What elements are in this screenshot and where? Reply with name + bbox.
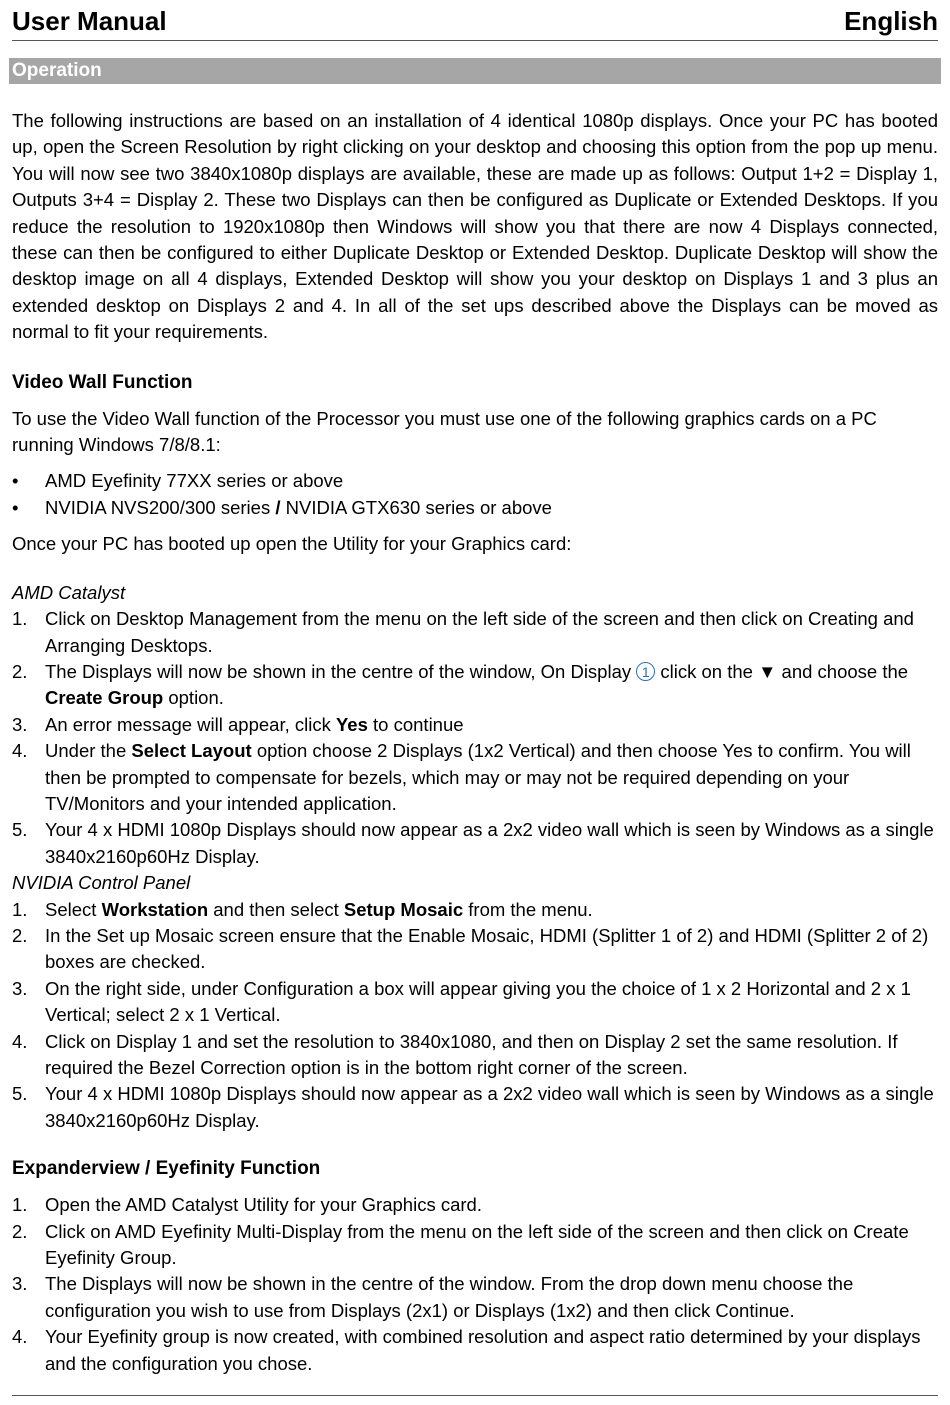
header-language: English [844, 6, 938, 36]
step-number: 2. [12, 1220, 28, 1242]
header-title: User Manual [12, 6, 167, 36]
step-bold-text: Setup Mosaic [343, 898, 464, 920]
eyefinity-steps-list [12, 1192, 938, 1377]
list-item [12, 495, 938, 521]
step-bold-text: Select Layout [131, 740, 252, 762]
page-header [12, 0, 938, 41]
document-body [12, 108, 938, 1377]
step-text: Under the [45, 740, 132, 762]
step-text: In the Set up Mosaic screen ensure that the Enable Mosaic, HDMI (Splitter 1 of 2) and HDMI (Splitter 2 of 2) boxes are checked. [45, 924, 929, 973]
list-item [12, 1081, 938, 1134]
list-item [12, 976, 938, 1029]
step-number: 4. [12, 1326, 28, 1348]
list-item [12, 1324, 938, 1377]
graphics-card-list [12, 468, 938, 521]
step-text: Your 4 x HDMI 1080p Displays should now appear as a 2x2 video wall which is seen by Windows as a single 3840x2160p60Hz Display. [45, 1083, 934, 1131]
nvidia-steps-list [12, 897, 938, 1135]
intro-paragraph: The following instructions are based on an installation of 4 identical 1080p displays. Once your PC has booted up, open the Screen Resolution by right clicking on your desktop and choosing this option from the pop up menu. You will now see two 3840x1080p displays are available, these are made up as follows: Output 1+2 = Display 1, Outputs 3+4 = Display 2. These two Displays can then be configured as Duplicate or Extended Desktops. If you reduce the resolution to 1920x1080p then Windows will show you that there are now 4 Displays connected, these can then be configured to either Duplicate Desktop or Extended Desktop. Duplicate Desktop will show the desktop image on all 4 displays, Extended Desktop will show you your desktop on Displays 1 and 3 plus an extended desktop on Displays 2 and 4. In all of the set ups described above the Displays can be moved as normal to fit your requirements. [12, 110, 938, 343]
step-text: Open the AMD Catalyst Utility for your Graphics card. [45, 1194, 482, 1216]
step-bold-text: Workstation [101, 898, 209, 920]
bullet-text: NVIDIA NVS200/300 series [45, 496, 276, 518]
step-number: 3. [12, 713, 28, 735]
list-item [12, 468, 938, 494]
step-text: The Displays will now be shown in the centre of the window. From the drop down menu choose the configuration you wish to use from Displays (2x1) or Displays (1x2) and then click Continue. [45, 1273, 854, 1321]
list-item [12, 897, 938, 923]
bullet-text: NVIDIA GTX630 series or above [280, 496, 552, 518]
amd-steps-list [12, 606, 938, 870]
step-text: An error message will appear, click [45, 713, 336, 735]
step-number: 1. [12, 898, 28, 920]
step-number: 1. [12, 1194, 28, 1216]
bullet-separator: / [275, 496, 281, 518]
step-number: 1. [12, 608, 28, 630]
step-text: click on the ▼ and choose the [655, 660, 909, 682]
step-text: Your Eyefinity group is now created, with combined resolution and aspect ratio determined by your displays and the configuration you chose. [45, 1326, 921, 1374]
step-text: Click on AMD Eyefinity Multi-Display from the menu on the left side of the screen and then click on Create Eyefinity Group. [45, 1220, 909, 1269]
list-item [12, 1271, 938, 1324]
step-text: Select [45, 898, 102, 920]
step-number: 2. [12, 660, 28, 682]
step-text: The Displays will now be shown in the centre of the window, On Display [45, 660, 637, 682]
once-paragraph: Once your PC has booted up open the Utility for your Graphics card: [12, 533, 572, 555]
step-text: from the menu. [463, 898, 593, 920]
step-text: On the right side, under Configuration a box will appear giving you the choice of 1 x 2 Horizontal and 2 x 1 Vertical; select 2 x 1 Vertical. [45, 977, 911, 1026]
step-text: option choose 2 Displays (1x2 Vertical) and then choose Yes to confirm. You will then be prompted to compensate for bezels, which may or may not be required depending on your TV/Monitors and your intended application. [45, 740, 911, 814]
list-item [12, 1219, 938, 1272]
eyefinity-heading: Expanderview / Eyefinity Function [12, 1158, 321, 1180]
amd-catalyst-title: AMD Catalyst [12, 581, 126, 603]
step-number: 2. [12, 924, 28, 946]
bullet-text: AMD Eyefinity 77XX series or above [45, 470, 344, 492]
list-item [12, 606, 938, 659]
manual-page [12, 0, 938, 1374]
nvidia-control-panel-title: NVIDIA Control Panel [12, 872, 191, 894]
list-item [12, 1029, 938, 1082]
step-bold-text: Yes [335, 713, 368, 735]
list-item [12, 738, 938, 817]
list-item [12, 1192, 938, 1218]
footer-divider [12, 1395, 938, 1396]
step-text: Click on Desktop Management from the menu on the left side of the screen and then click on Creating and Arranging Desktops. [45, 608, 914, 656]
step-number: 4. [12, 740, 28, 762]
step-text: Click on Display 1 and set the resolution to 3840x1080, and then on Display 2 set the same resolution. If required the Bezel Correction option is in the bottom right corner of the screen. [45, 1030, 898, 1078]
step-text: and then select [208, 898, 344, 920]
list-item [12, 817, 938, 870]
step-number: 3. [12, 977, 28, 999]
display-one-circle-icon: 1 [636, 662, 655, 681]
step-number: 5. [12, 819, 28, 841]
step-number: 5. [12, 1083, 28, 1105]
list-item [12, 712, 938, 738]
step-number: 4. [12, 1030, 28, 1052]
step-bold-text: Create Group [45, 687, 164, 709]
video-wall-heading: Video Wall Function [12, 371, 193, 393]
step-text: Your 4 x HDMI 1080p Displays should now appear as a 2x2 video wall which is seen by Windows as a single 3840x2160p60Hz Display. [45, 819, 934, 867]
step-number: 3. [12, 1273, 28, 1295]
step-text: to continue [367, 713, 464, 735]
step-text: option. [163, 687, 224, 709]
list-item [12, 659, 938, 712]
video-wall-paragraph: To use the Video Wall function of the Processor you must use one of the following graphics cards on a PC running Windows 7/8/8.1: [12, 407, 877, 456]
list-item [12, 923, 938, 976]
section-title-bar: Operation [9, 58, 941, 84]
